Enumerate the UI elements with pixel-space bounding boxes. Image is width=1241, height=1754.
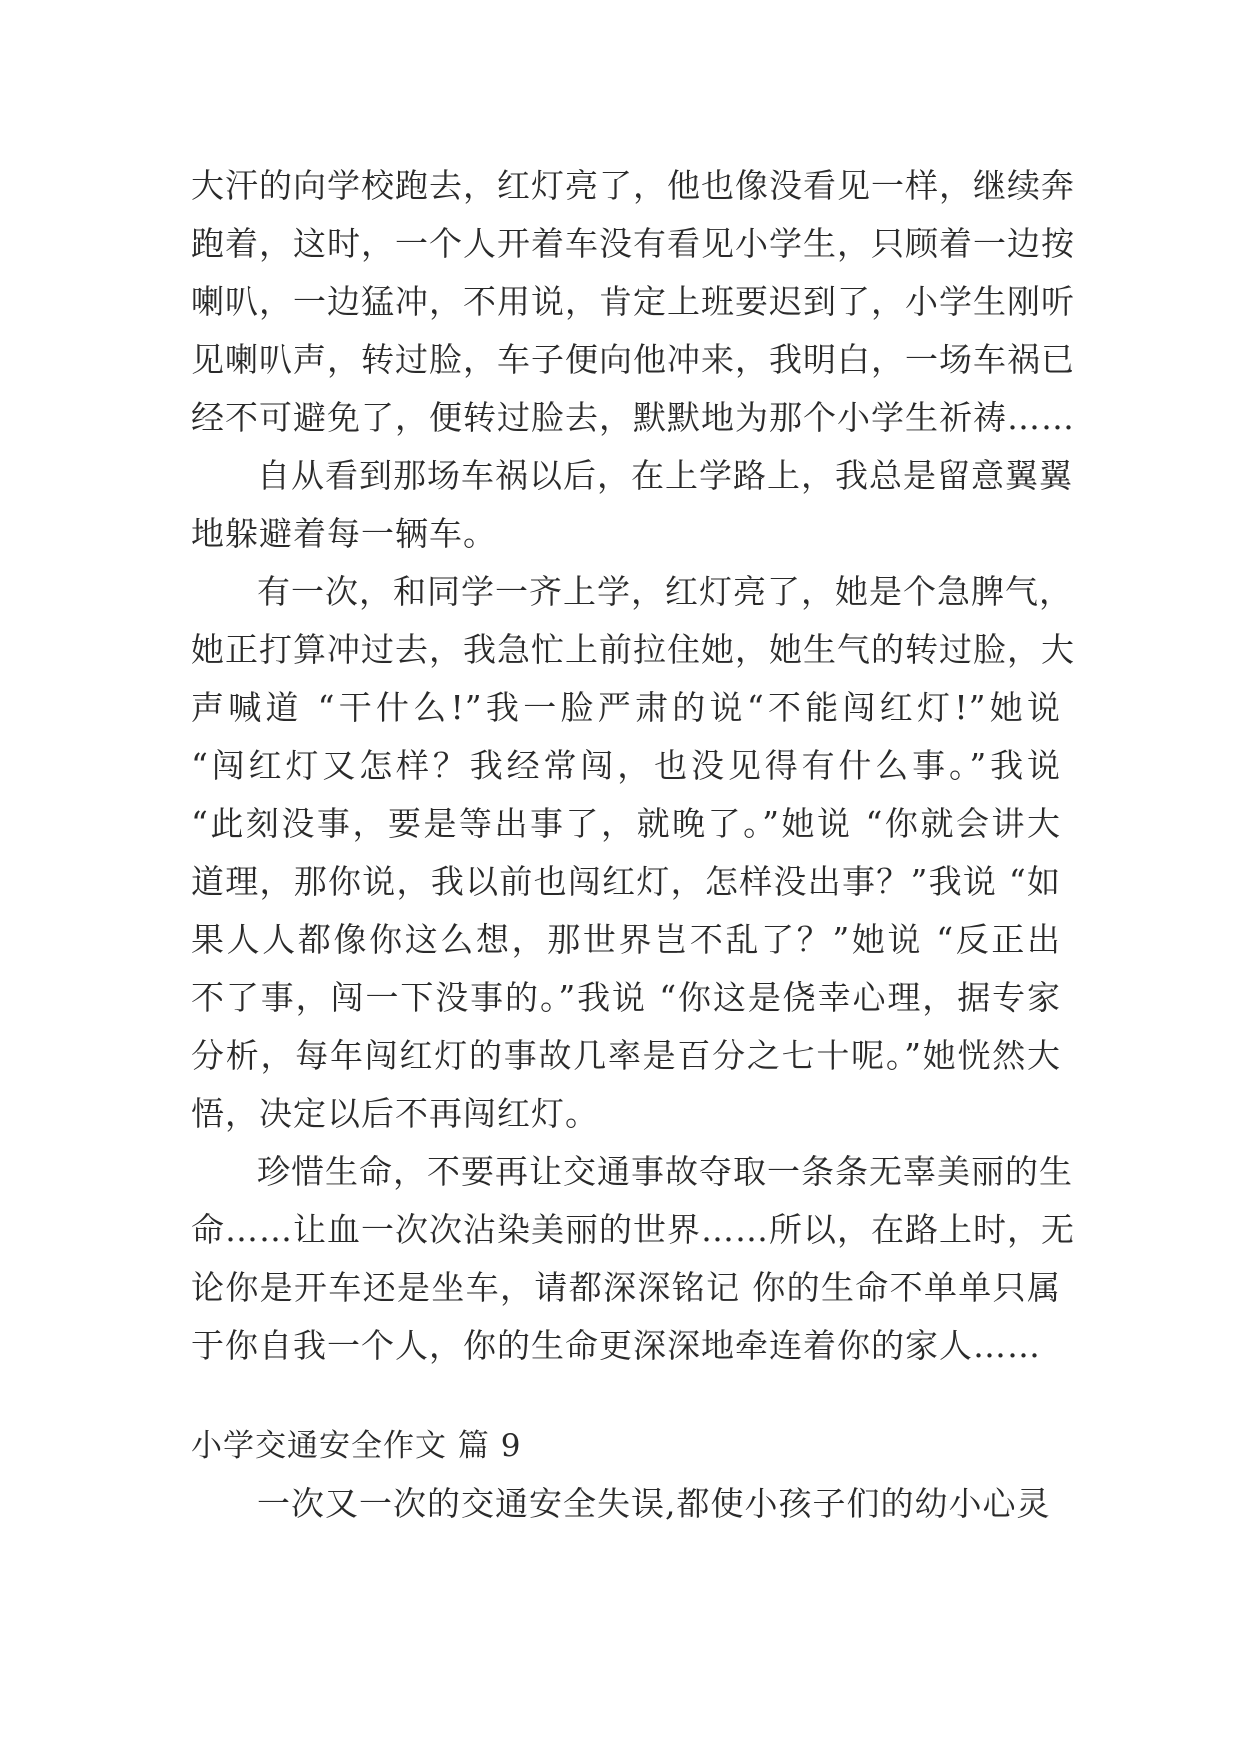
paragraph-line: 她正打算冲过去，我急忙上前拉住她，她生气的转过脸，大 bbox=[191, 630, 1075, 669]
paragraph-line: 命……让血一次次沾染美丽的世界……所以，在路上时，无 bbox=[191, 1210, 1075, 1249]
paragraph-line: 经不可避免了，便转过脸去，默默地为那个小学生祈祷…… bbox=[191, 398, 1075, 437]
paragraph-line: 一次又一次的交通安全失误,都使小孩子们的幼小心灵 bbox=[257, 1484, 1051, 1523]
paragraph-line: “闯红灯又怎样？我经常闯，也没见得有什么事。”我说 bbox=[191, 746, 1061, 785]
paragraph-line: 不了事，闯一下没事的。”我说 “你这是侥幸心理，据专家 bbox=[191, 978, 1061, 1017]
paragraph-line: “此刻没事，要是等出事了，就晚了。”她说 “你就会讲大 bbox=[191, 804, 1061, 843]
paragraph-line: 见喇叭声，转过脸，车子便向他冲来，我明白，一场车祸已 bbox=[191, 340, 1075, 379]
paragraph-line: 跑着，这时，一个人开着车没有看见小学生，只顾着一边按 bbox=[191, 224, 1075, 263]
paragraph-line: 道理，那你说，我以前也闯红灯，怎样没出事？”我说 “如 bbox=[191, 862, 1061, 901]
paragraph-line: 论你是开车还是坐车，请都深深铭记 你的生命不单单只属 bbox=[191, 1268, 1061, 1307]
paragraph-line: 声喊道 “干什么!”我一脸严肃的说“不能闯红灯!”她说 bbox=[191, 688, 1061, 727]
paragraph-line: 分析，每年闯红灯的事故几率是百分之七十呢。”她恍然大 bbox=[191, 1036, 1061, 1075]
paragraph-line: 大汗的向学校跑去，红灯亮了，他也像没看见一样，继续奔 bbox=[191, 166, 1075, 205]
paragraph-line: 自从看到那场车祸以后，在上学路上，我总是留意翼翼 bbox=[257, 456, 1073, 495]
paragraph-line: 有一次，和同学一齐上学，红灯亮了，她是个急脾气， bbox=[257, 572, 1073, 611]
paragraph-line: 喇叭，一边猛冲，不用说，肯定上班要迟到了，小学生刚听 bbox=[191, 282, 1075, 321]
paragraph-line: 悟，决定以后不再闯红灯。 bbox=[191, 1094, 599, 1133]
paragraph-line: 地躲避着每一辆车。 bbox=[191, 514, 497, 553]
section-heading: 小学交通安全作文 篇 9 bbox=[191, 1428, 522, 1464]
paragraph-line: 珍惜生命，不要再让交通事故夺取一条条无辜美丽的生 bbox=[257, 1152, 1073, 1191]
paragraph-line: 果人人都像你这么想，那世界岂不乱了？”她说 “反正出 bbox=[191, 920, 1061, 959]
paragraph-line: 于你自我一个人，你的生命更深深地牵连着你的家人…… bbox=[191, 1326, 1041, 1365]
